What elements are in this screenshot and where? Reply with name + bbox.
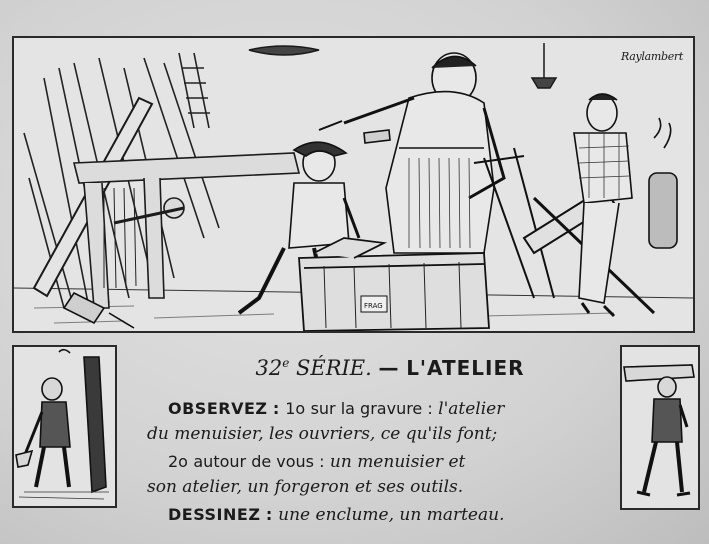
title-text: L'ATELIER bbox=[406, 356, 525, 380]
observe-item2-italic-b: son atelier, un forgeron et ses outils. bbox=[147, 477, 464, 497]
workshop-engraving bbox=[12, 36, 695, 333]
observe-keyword: OBSERVEZ bbox=[168, 399, 268, 418]
draw-keyword: DESSINEZ bbox=[168, 505, 261, 524]
observe-item1-italic-b: du menuisier, les ouvriers, ce qu'ils font; bbox=[147, 424, 498, 444]
observe-line-2 bbox=[147, 422, 497, 447]
observe-colon: : bbox=[272, 399, 280, 418]
series-suffix: e bbox=[282, 356, 290, 370]
observe-item1-num: 1o bbox=[285, 399, 306, 418]
observe-line-1 bbox=[168, 396, 504, 422]
observe-line-3 bbox=[168, 449, 465, 475]
series-number bbox=[255, 356, 289, 380]
observe-item1-italic-a: l'atelier bbox=[438, 399, 505, 419]
draw-colon: : bbox=[265, 505, 273, 524]
workshop-drawing bbox=[14, 38, 693, 331]
observe-item1-text: sur la gravure : bbox=[310, 399, 433, 418]
lesson-title bbox=[170, 356, 610, 380]
lesson-text bbox=[140, 352, 610, 380]
observe-item2-text: autour de vous : bbox=[193, 452, 325, 471]
artist-signature: Raylambert bbox=[620, 50, 683, 63]
observe-line-4 bbox=[147, 475, 463, 500]
left-vignette bbox=[12, 345, 117, 508]
series-number-value: 32 bbox=[255, 356, 283, 380]
draw-text: une enclume, un marteau. bbox=[278, 505, 505, 525]
series-word: SÉRIE. bbox=[295, 356, 372, 380]
draw-line bbox=[168, 502, 504, 528]
crate-label: FRAG bbox=[364, 302, 383, 310]
title-dash: — bbox=[378, 356, 400, 380]
observe-item2-num: 2o bbox=[168, 452, 188, 471]
blacksmith-figure-drawing bbox=[14, 347, 115, 506]
plank-carrier-drawing bbox=[622, 347, 698, 508]
observe-item2-italic-a: un menuisier et bbox=[329, 452, 466, 472]
right-vignette bbox=[620, 345, 700, 510]
